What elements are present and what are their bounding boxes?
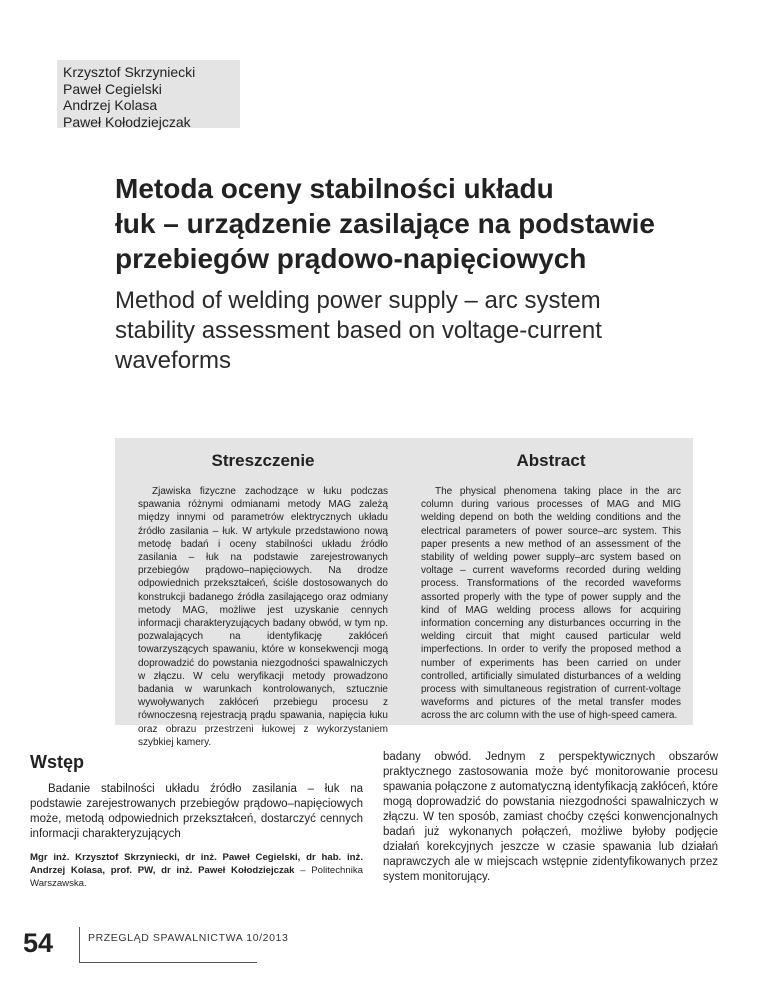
- author-name: Paweł Kołodziejczak: [63, 113, 191, 130]
- abstract-box: [115, 438, 693, 748]
- streszczenie-text: Zjawiska fizyczne zachodzące w łuku podczas spawania różnymi odmianami metody MAG zależą między innymi od parametrów elektrycznych układu źródło zasilania – łuk. W artykule przedstawiono nową metodę badań i oceny stabilności układu źródło zasilania – łuk na podstawie zarejestrowanych przebiegów prądowo–napięciowych. Na drodze odpowiednich przekształceń, ściśle dostosowanych do konstrukcji badanego źródła zasilającego oraz odmiany metody MAG, możliwe jest uzyskanie cennych informacji charakteryzujących badany obwód, w tym np. pozwalających na identyfikację zakłóceń towarzyszących spawaniu, które w konsekwencji mogą doprowadzić do powstania niezgodności spawalniczych w złączu. W celu weryfikacji metody prowadzono badania w warunkach kontrolowanych, sztucznie wywoływanych zakłóceń przebiegu procesu z równoczesną rejestracją prądu spawania, napięcia łuku oraz obrazu przestrzeni łukowej z wykorzystaniem szybkiej kamery.: [138, 486, 388, 748]
- title-english-line: stability assessment based on voltage-current: [115, 317, 602, 344]
- footer-underline: [79, 962, 257, 963]
- authors-box: [57, 60, 240, 128]
- affiliation-institution: – Politechnika Warszawska.: [30, 865, 363, 889]
- title-english: [115, 286, 715, 376]
- streszczenie-heading: Streszczenie: [211, 451, 315, 470]
- title-polish-line: Metoda oceny stabilności układu: [115, 173, 554, 204]
- author-name: Paweł Cegielski: [63, 80, 162, 97]
- title-polish-line: łuk – urządzenie zasilające na podstawie: [115, 208, 655, 239]
- section-heading-wstep: Wstęp: [30, 752, 84, 772]
- author-name: Andrzej Kolasa: [63, 97, 158, 113]
- journal-name: PRZEGLĄD SPAWALNICTWA 10/2013: [88, 932, 289, 944]
- author-name: Krzysztof Skrzyniecki: [63, 64, 196, 80]
- page-number: 54: [23, 928, 54, 958]
- author-affiliation: [30, 851, 363, 890]
- title-polish-line: przebiegów prądowo-napięciowych: [115, 243, 587, 274]
- title-english-line: waveforms: [115, 347, 232, 374]
- title-polish: [115, 171, 715, 276]
- abstract-heading: Abstract: [516, 451, 586, 470]
- wstep-paragraph: Badanie stabilności układu źródło zasilania – łuk na podstawie zarejestrowanych przebiegów prądowo–napięciowych może, metodą odpowiednich przekształceń, dostarczyć cennych informacji charakteryzujących: [30, 783, 363, 840]
- footer-divider: [79, 927, 80, 963]
- right-column-paragraph: badany obwód. Jednym z perspektywicznych obszarów praktycznego zastosowania może być monitorowanie procesu spawania połączone z automatyczną identyfikacją zakłóceń, które mogą doprowadzić do powstania niezgodności spawalniczych w złączu. W ten sposób, zamiast choćby części konwencjonalnych badań już wykonanych połączeń, możliwe byłoby podjęcie działań korekcyjnych jeszcze w czasie spawania lub działań naprawczych ale w miejscach wstępnie zidentyfikowanych przez system monitorujący.: [383, 751, 718, 883]
- title-english-line: Method of welding power supply – arc system: [115, 287, 601, 314]
- affiliation-names: Mgr inż. Krzysztof Skrzyniecki, dr inż. Paweł Cegielski, dr hab. inż. Andrzej Kolasa, prof. PW, dr inż. Paweł Kołodziejczak: [30, 852, 363, 876]
- abstract-text: The physical phenomena taking place in the arc column during various processes of MAG and MIG welding depend on both the welding conditions and the electrical parameters of power source–arc system. This paper presents a new method of an assessment of the stability of welding power supply–arc system based on voltage – current waveforms recorded during welding process. Transformations of the recorded waveforms assorted properly with the type of power supply and the kind of MAG welding process allows for acquiring information concerning any disturbances occurring in the welding circuit that might caused particular weld imperfections. In order to verify the proposed method a number of experiments has been carried on under controlled, artificially simulated disturbances of a welding process with simultaneous registration of current-voltage waveforms and pictures of the metal transfer modes across the arc column with the use of high-speed camera.: [421, 486, 681, 722]
